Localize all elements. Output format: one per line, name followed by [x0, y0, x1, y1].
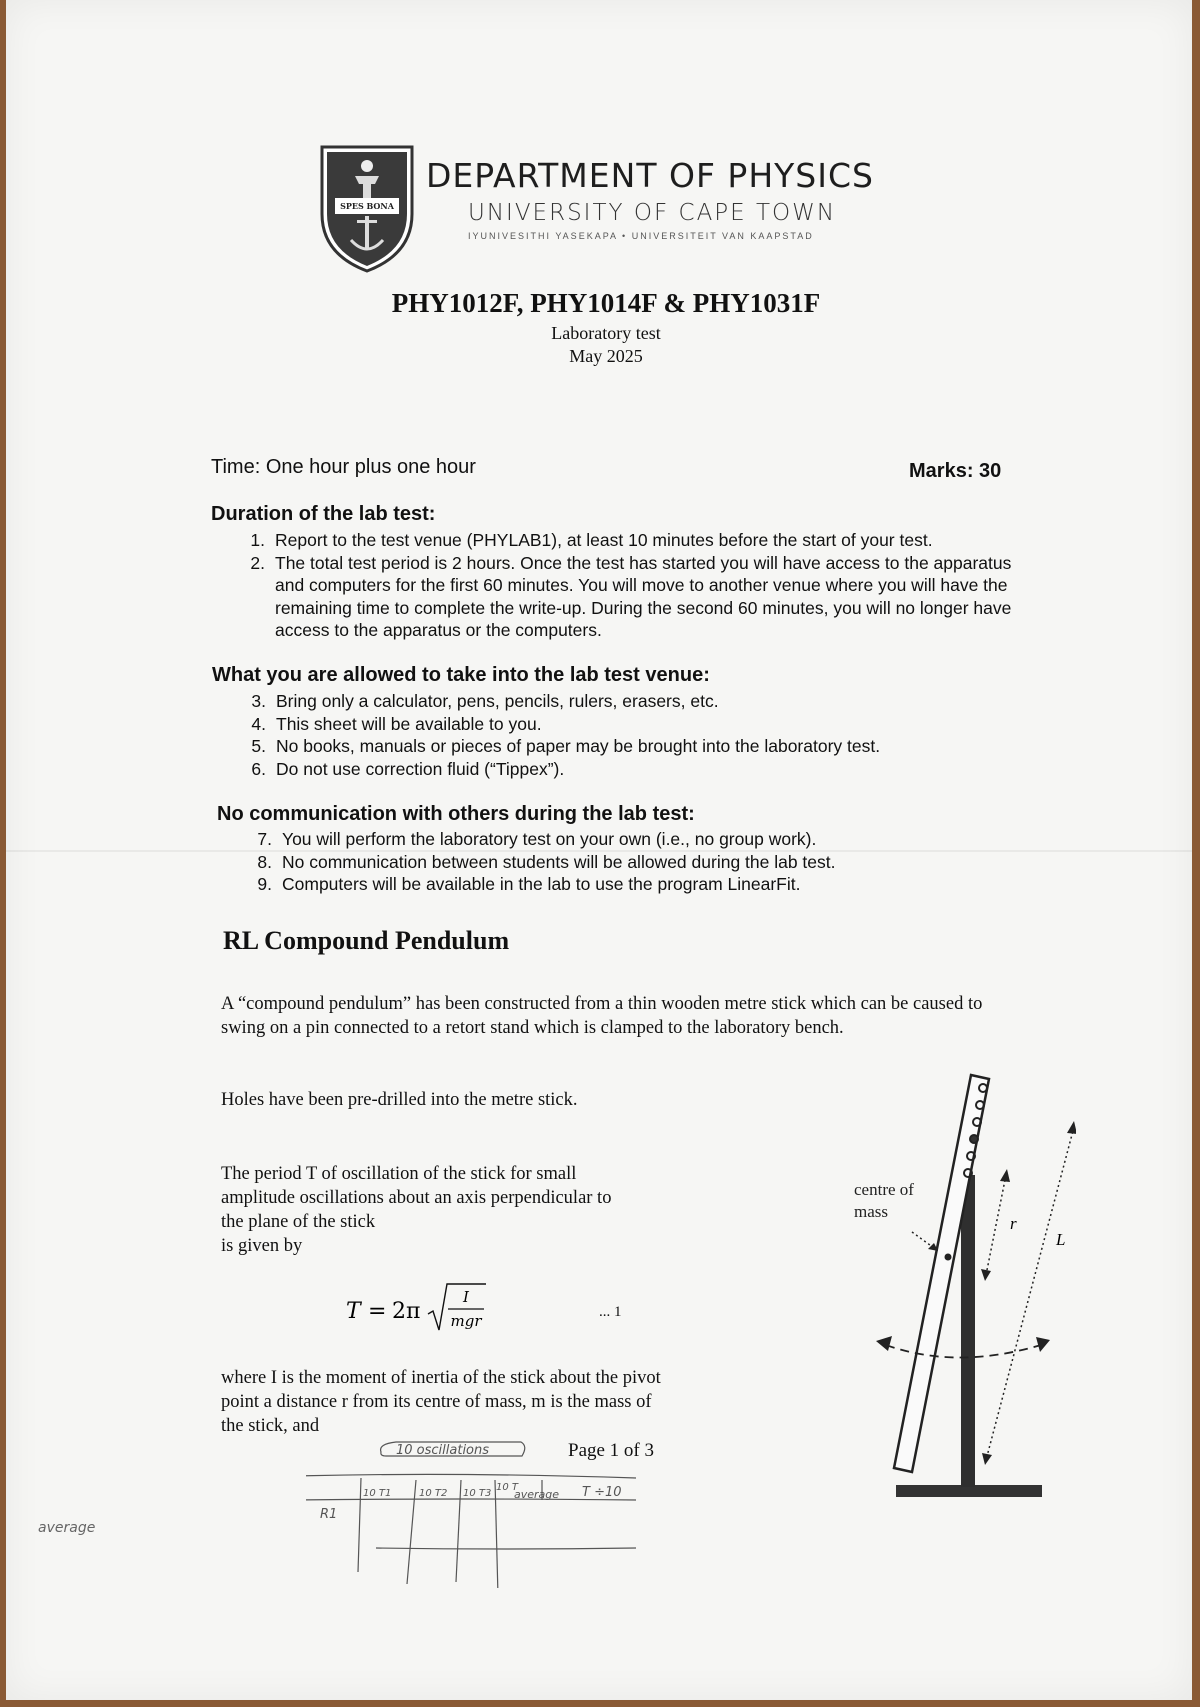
holes-paragraph: Holes have been pre-drilled into the metre stick. [221, 1090, 578, 1110]
r-label: r [1010, 1214, 1017, 1233]
rules-list [243, 529, 1013, 642]
rule-number: 8. [257, 851, 272, 872]
com-label: centre of [854, 1180, 914, 1199]
equation-denominator: mgr [450, 1312, 482, 1330]
rules-list [244, 690, 1014, 780]
university-name: UNIVERSITY OF CAPE TOWN [468, 200, 837, 226]
rule-item [244, 690, 1014, 713]
rule-number: 6. [251, 758, 266, 779]
rule-text: No communication between students will be allowed during the lab test. [282, 851, 836, 872]
rule-number: 3. [251, 691, 266, 711]
rule-text: This sheet will be available to you. [276, 713, 542, 734]
rule-item [243, 529, 1013, 552]
handwritten-col: T ÷10 [582, 1485, 622, 1500]
handwritten-col: 10 T3 [463, 1488, 492, 1499]
exam-sheet [6, 0, 1192, 1700]
rule-text: Computers will be available in the lab to use the program LinearFit. [282, 874, 801, 894]
test-date: May 2025 [569, 346, 643, 366]
handwritten-side-note [34, 1508, 134, 1548]
rule-number: 2. [250, 552, 265, 573]
university-subtitle: IYUNIVESITHI YASEKAPA • UNIVERSITEIT VAN KAAPSTAD [468, 231, 814, 241]
rule-text: No books, manuals or pieces of paper may be brought into the laboratory test. [276, 736, 881, 756]
paragraph-line: amplitude oscillations about an axis perpendicular to [221, 1188, 612, 1208]
handwritten-row: R1 [320, 1507, 338, 1522]
uct-crest-icon [319, 144, 415, 274]
paragraph-line: where I is the moment of inertia of the stick about the pivot [221, 1368, 661, 1388]
rule-item [244, 713, 1014, 736]
rule-text: Bring only a calculator, pens, pencils, rulers, erasers, etc. [276, 691, 719, 711]
handwritten-col: 10 T2 [419, 1488, 448, 1499]
centre-of-mass-dot [945, 1254, 952, 1261]
crest-motto: SPES BONA [340, 201, 394, 211]
rule-text: Report to the test venue (PHYLAB1), at least 10 minutes before the start of your test. [275, 530, 933, 550]
handwritten-col: 10 T [496, 1482, 519, 1493]
equation-lhs: T [346, 1299, 361, 1324]
rule-item [250, 873, 1020, 896]
rule-text: Do not use correction fluid (“Tippex”). [276, 758, 565, 779]
rule-text: You will perform the laboratory test on your own (i.e., no group work). [282, 829, 817, 849]
paragraph-line: the stick, and [221, 1416, 320, 1436]
L-label: L [1056, 1230, 1066, 1249]
rule-number: 4. [251, 713, 266, 734]
equation-equals: = [368, 1299, 387, 1324]
paragraph-line: the plane of the stick [221, 1212, 376, 1232]
equation-numerator: I [463, 1288, 469, 1306]
rule-number: 5. [251, 736, 266, 756]
rule-item [244, 758, 1014, 781]
handwritten-col: average [514, 1488, 560, 1501]
handwritten-note: 10 oscillations [396, 1443, 490, 1458]
com-label: mass [854, 1202, 888, 1221]
hole-icon [970, 1135, 978, 1143]
time-allowed: Time: One hour plus one hour [211, 456, 476, 478]
experiment-title: RL Compound Pendulum [223, 926, 510, 955]
paragraph-line: The period T of oscillation of the stick for small [221, 1164, 577, 1184]
paragraph-line: is given by [221, 1236, 303, 1256]
handwritten-table [306, 1438, 706, 1588]
intro-paragraph: A “compound pendulum” has been constructed from a thin wooden metre stick which can be caused to swing on a pin connected to a retort stand which is clamped to the laboratory bench. [221, 994, 983, 1038]
rule-number: 1. [250, 530, 265, 550]
rule-item [250, 828, 1020, 851]
handwritten-col: 10 T1 [363, 1488, 392, 1499]
definitions-paragraph [221, 1366, 741, 1438]
period-paragraph [221, 1162, 681, 1258]
rule-item [250, 851, 1020, 874]
total-marks: Marks: 30 [909, 460, 1002, 482]
rule-item [243, 552, 1013, 642]
section-heading: Duration of the lab test: [211, 503, 436, 525]
course-codes: PHY1012F, PHY1014F & PHY1031F [391, 288, 821, 318]
rule-number: 9. [257, 874, 272, 894]
paragraph-line: point a distance r from its centre of mass, m is the mass of [221, 1392, 652, 1412]
rule-text: The total test period is 2 hours. Once the test has started you will have access to the apparatus and computers for the first 60 minutes. You will move to another venue where you will have the remaining time to complete the write-up. During the second 60 minutes, you will no longer have access to the apparatus or the computers. [275, 552, 1012, 640]
stand-rod [961, 1175, 975, 1487]
rule-number: 7. [257, 829, 272, 849]
rule-item [244, 735, 1014, 758]
department-name: DEPARTMENT OF PHYSICS [426, 156, 874, 195]
rules-list [250, 828, 1020, 896]
page-number: Page 1 of 3 [568, 1440, 655, 1461]
pendulum-diagram [846, 1065, 1076, 1505]
section-heading: No communication with others during the lab test: [217, 803, 695, 825]
test-name: Laboratory test [551, 323, 661, 343]
period-equation [346, 1280, 496, 1340]
section-heading: What you are allowed to take into the lab test venue: [212, 664, 710, 686]
handwritten-average: average [38, 1520, 96, 1536]
equation-number: ... 1 [599, 1304, 622, 1320]
equation-coeff: 2π [392, 1299, 421, 1324]
